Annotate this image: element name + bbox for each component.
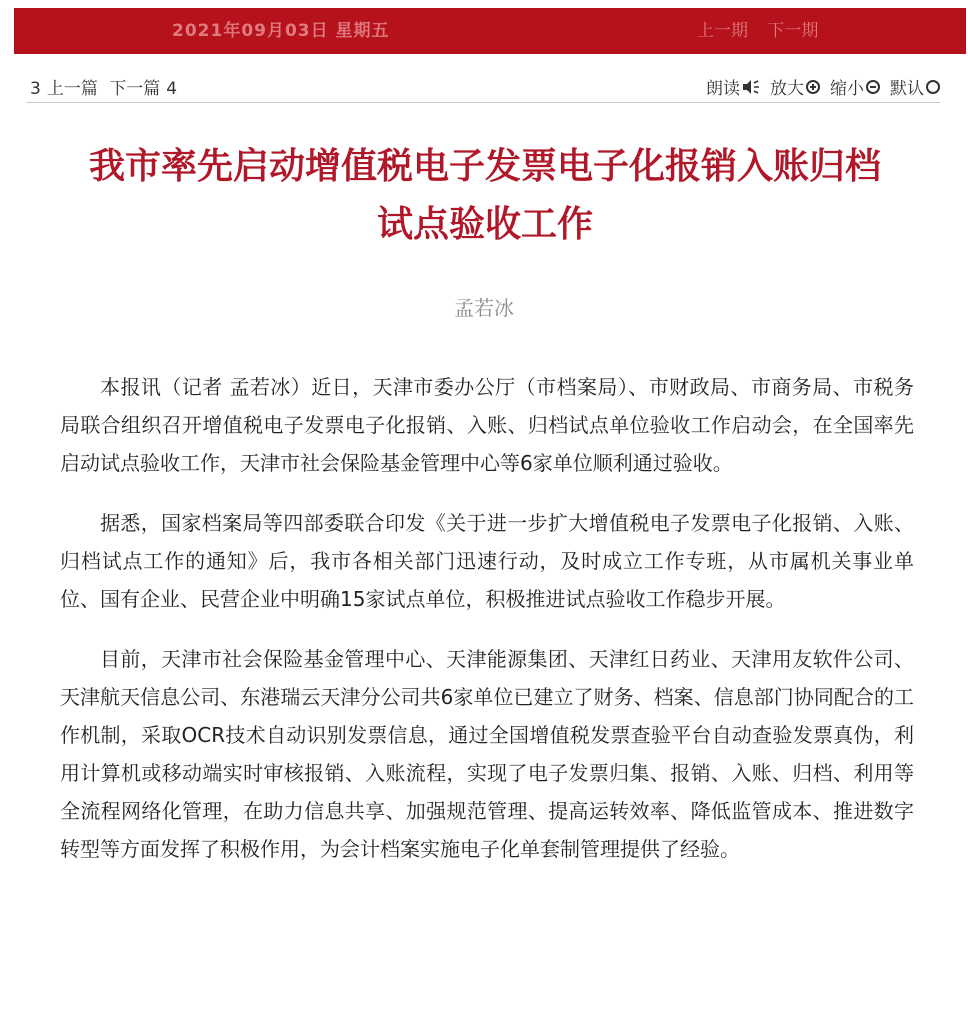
default-size-label: 默认: [890, 79, 924, 99]
zoom-in-button[interactable]: [770, 74, 820, 99]
speaker-icon: [742, 79, 760, 95]
zoom-out-label: 缩小: [830, 79, 864, 99]
reset-circle-icon: [926, 80, 940, 94]
article-body: [60, 368, 914, 890]
prev-issue-link[interactable]: 上一期: [697, 21, 748, 41]
article-paragraph-3: 目前，天津市社会保险基金管理中心、天津能源集团、天津红日药业、天津用友软件公司、天津航天信息公司、东港瑞云天津分公司共6家单位已建立了财务、档案、信息部门协同配合的工作机制，采取OCR技术自动识别发票信息，通过全国增值税发票查验平台自动查验发票真伪，利用计算机或移动端实时审核报销、入账流程，实现了电子发票归集、报销、入账、归档、利用等全流程网络化管理，在助力信息共享、加强规范管理、提高运转效率、降低监管成本、推进数字转型等方面发挥了积极作用，为会计档案实施电子化单套制管理提供了经验。: [60, 647, 914, 861]
article-title: [24, 138, 946, 254]
issue-nav: [697, 8, 832, 54]
article-title-line-2: 试点验收工作: [376, 204, 593, 245]
masthead-bar: [14, 8, 966, 54]
article-paragraph-2: 据悉，国家档案局等四部委联合印发《关于进一步扩大增值税电子发票电子化报销、入账、归档试点工作的通知》后，我市各相关部门迅速行动，及时成立工作专班，从市属机关事业单位、国有企业、民营企业中明确15家试点单位，积极推进试点验收工作稳步开展。: [60, 511, 914, 611]
article-paragraph-1: 本报讯（记者 孟若冰）近日，天津市委办公厅（市档案局）、市财政局、市商务局、市税务局联合组织召开增值税电子发票电子化报销、入账、归档试点单位验收工作启动会，在全国率先启动试点验收工作，天津市社会保险基金管理中心等6家单位顺利通过验收。: [60, 375, 914, 475]
read-aloud-label: 朗读: [706, 79, 740, 99]
article-title-line-1: 我市率先启动增值税电子发票电子化报销入账归档: [88, 146, 881, 187]
prev-article-link[interactable]: 上一篇: [46, 79, 98, 99]
next-article-number[interactable]: 4: [166, 79, 178, 99]
article-nav: [30, 74, 183, 99]
zoom-out-button[interactable]: [830, 74, 880, 99]
next-issue-link[interactable]: 下一期: [767, 21, 819, 41]
read-aloud-button[interactable]: [706, 74, 760, 99]
article-toolbar: [26, 66, 940, 103]
reading-tools: [696, 74, 940, 99]
next-article-link[interactable]: 下一篇: [109, 79, 161, 99]
prev-article-number[interactable]: 3: [30, 79, 41, 99]
issue-date: 2021年09月03日 星期五: [172, 21, 390, 41]
zoom-out-icon: [866, 80, 880, 94]
zoom-in-label: 放大: [770, 79, 804, 99]
article-author: 孟若冰: [454, 296, 514, 320]
default-size-button[interactable]: [890, 74, 940, 99]
zoom-in-icon: [806, 80, 820, 94]
